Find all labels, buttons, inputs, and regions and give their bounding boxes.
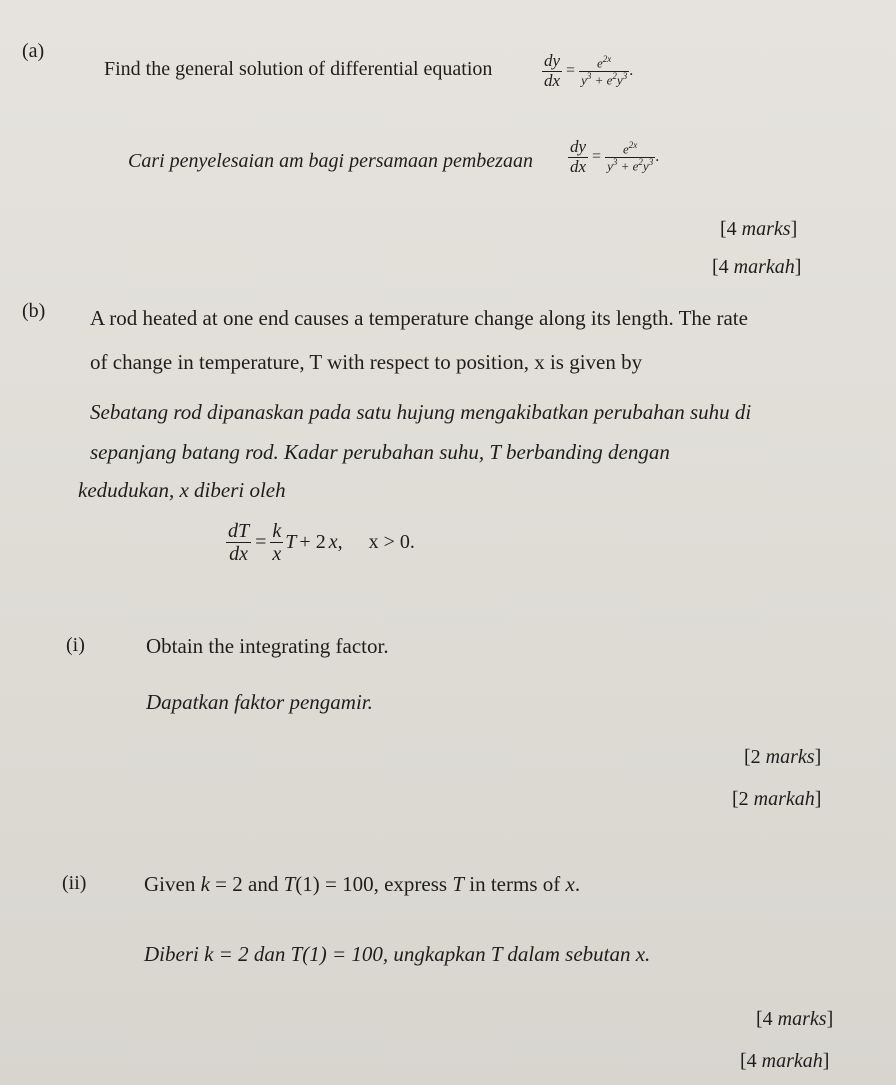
part-b-text-my-2: sepanjang batang rod. Kadar perubahan suhu, T berbanding dengan: [90, 440, 670, 464]
part-b-ii-label: (ii): [62, 872, 87, 894]
part-a-label: (a): [22, 40, 45, 62]
part-b-i-text-en: Obtain the integrating factor.: [146, 634, 389, 658]
part-b-text-en-1: A rod heated at one end causes a temperature change along its length. The rate: [90, 306, 748, 330]
part-b-i-label: (i): [66, 634, 85, 656]
part-b-i-marks-en: [2 marks]: [744, 746, 822, 768]
part-b-ii-text-en: Given k = 2 and T(1) = 100, express T in terms of x.: [144, 872, 581, 896]
part-b-text-my-1: Sebatang rod dipanaskan pada satu hujung mengakibatkan perubahan suhu di: [90, 400, 752, 424]
part-b-text-my-3: kedudukan, x diberi oleh: [78, 478, 286, 502]
part-a-text-my: Cari penyelesaian am bagi persamaan pembezaan: [128, 150, 533, 172]
part-a-equation-my: $\frac{dy}{dx}$ = $\frac{e^{2x}}{y^3 + e^2y^3}$ .: [570, 137, 660, 176]
part-a-text-en: Find the general solution of differential equation: [104, 58, 493, 80]
part-a-equation-en: $\frac{dy}{dx}$ = $\frac{e^{2x}}{y^3 + e^2y^3}$ .: [544, 51, 634, 90]
part-b-i-text-my: Dapatkan faktor pengamir.: [146, 690, 373, 714]
part-b-differential-equation: $\frac{dT}{dx}$ = $\frac{k}{x}$ T + 2 x , x > 0.: [228, 520, 415, 565]
part-b-label: (b): [22, 300, 46, 322]
part-a-marks-my: [4 markah]: [712, 256, 802, 278]
part-b-ii-marks-my: [4 markah]: [740, 1050, 830, 1072]
part-b-ii-text-my: Diberi k = 2 dan T(1) = 100, ungkapkan T dalam sebutan x.: [144, 942, 651, 966]
part-b-text-en-2: of change in temperature, T with respect to position, x is given by: [90, 350, 643, 374]
part-b-condition: x > 0.: [368, 531, 415, 553]
part-b-i-marks-my: [2 markah]: [732, 788, 822, 810]
part-a-question-en: [104, 58, 492, 81]
part-b-ii-marks-en: [4 marks]: [756, 1008, 834, 1030]
part-a-marks-en: [4 marks]: [720, 218, 798, 240]
